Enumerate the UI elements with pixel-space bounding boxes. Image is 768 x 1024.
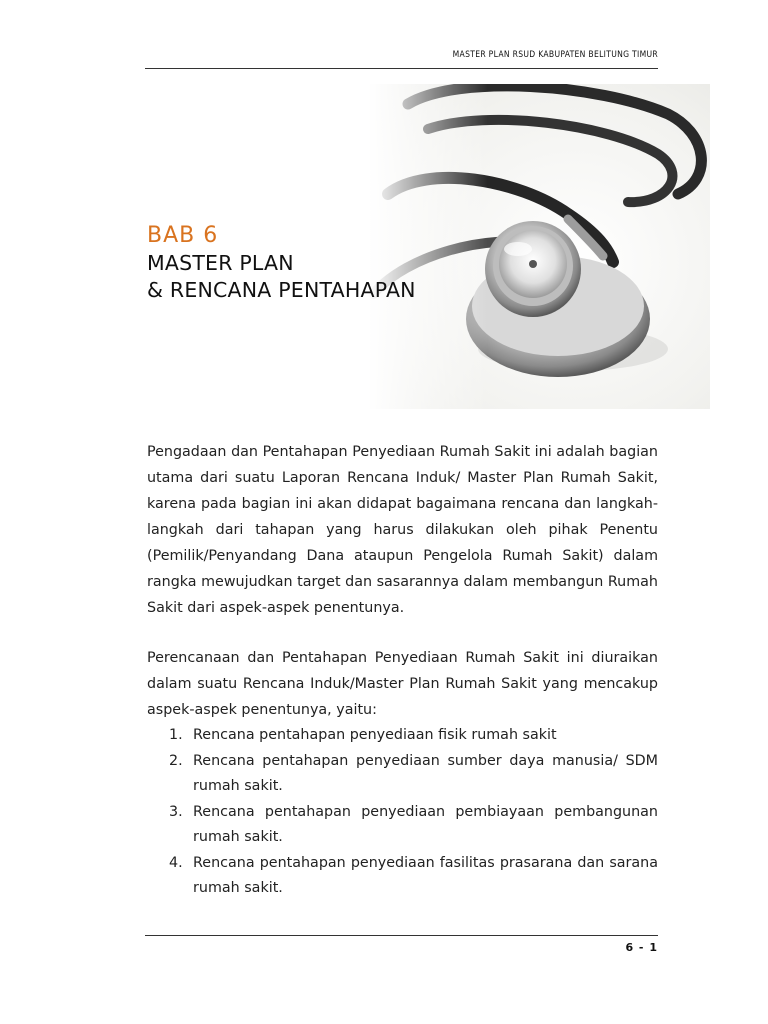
header-rule [145,68,658,69]
list-item-text: Rencana pentahapan penyediaan pembiayaan pembangunan rumah sakit. [193,803,658,845]
list-item-number: 3. [169,803,183,820]
list-item-number: 1. [169,727,183,743]
aspect-list [147,723,658,902]
chapter-heading [147,222,416,304]
paragraph-2: Perencanaan dan Pentahapan Penyediaan Rumah Sakit ini diuraikan dalam suatu Rencana Induk/Master Plan Rumah Sakit yang mencakup aspek-aspek penentunya, yaitu: [147,650,658,718]
footer-rule [145,935,658,936]
list-item-number: 4. [169,854,183,871]
stethoscope-image [368,84,710,409]
list-item [147,723,658,749]
list-item-text: Rencana pentahapan penyediaan sumber daya manusia/ SDM rumah sakit. [193,752,658,794]
list-item-text: Rencana pentahapan penyediaan fisik rumah sakit [193,727,557,743]
running-header: MASTER PLAN RSUD KABUPATEN BELITUNG TIMUR [452,50,658,60]
list-item-number: 2. [169,752,183,769]
chapter-number: BAB 6 [147,223,219,248]
list-item [147,800,658,851]
list-item-text: Rencana pentahapan penyediaan fasilitas prasarana dan sarana rumah sakit. [193,854,658,896]
paragraph-1: Pengadaan dan Pentahapan Penyediaan Rumah Sakit ini adalah bagian utama dari suatu Laporan Rencana Induk/ Master Plan Rumah Sakit, karena pada bagian ini akan didapat bagaimana rencana dan langkah-langkah dari tahapan yang harus dilakukan oleh pihak Penentu (Pemilik/Penyandang Dana ataupun Pengelola Rumah Sakit) dalam rangka mewujudkan target dan sasarannya dalam membangun Rumah Sakit dari aspek-aspek penentunya. [147,444,658,616]
list-item [147,851,658,902]
chapter-title-line-2: & RENCANA PENTAHAPAN [147,278,416,302]
page-number: 6 - 1 [625,941,658,954]
list-item [147,749,658,800]
chapter-title-line-1: MASTER PLAN [147,251,294,275]
